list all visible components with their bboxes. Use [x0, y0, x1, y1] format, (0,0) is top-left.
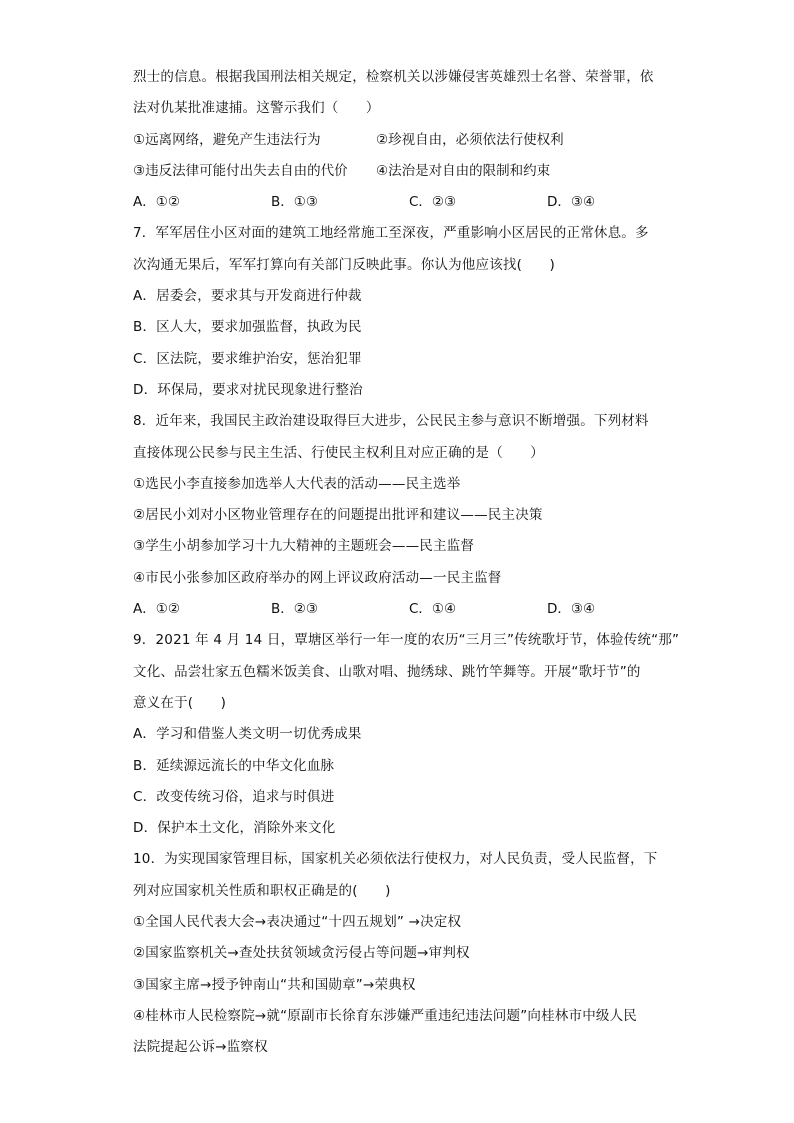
q6-item-2: ②珍视自由，必须依法行使权利 [376, 131, 564, 148]
q9-choice-a: A．学习和借鉴人类文明一切优秀成果 [133, 726, 362, 743]
q7-stem-line-2: 次沟通无果后，军军打算向有关部门反映此事。你认为他应该找( ) [133, 256, 555, 273]
q8-item-1: ①选民小李直接参加选举人大代表的活动——民主选举 [133, 475, 461, 492]
q8-stem-line-1: 8．近年来，我国民主政治建设取得巨大进步，公民民主参与意识不断增强。下列材料 [133, 413, 649, 430]
q7-choice-d: D．环保局，要求对扰民现象进行整治 [133, 381, 363, 398]
q9-choice-c: C．改变传统习俗，追求与时俱进 [133, 788, 335, 805]
q8-choice-b: B．②③ [271, 601, 318, 618]
q7-choice-a: A．居委会，要求其与开发商进行仲裁 [133, 288, 362, 305]
q6-choice-d: D．③④ [547, 194, 596, 211]
q10-stem-line-2: 列对应国家机关性质和职权正确是的( ) [133, 882, 391, 899]
q6-choice-c: C．②③ [409, 194, 457, 211]
q8-item-4: ④市民小张参加区政府举办的网上评议政府活动—一民主监督 [133, 569, 502, 586]
q6-choice-b: B．①③ [271, 194, 318, 211]
q6-stem-line-2: 法对仇某批准逮捕。这警示我们（ ） [133, 100, 380, 117]
q10-item-2: ②国家监察机关→查处扶贫领域贪污侵占等问题→审判权 [133, 945, 470, 962]
q10-item-3: ③国家主席→授予钟南山“共和国勋章”→荣典权 [133, 976, 416, 993]
q8-choices [133, 594, 664, 625]
q9-choice-b: B．延续源远流长的中华文化血脉 [133, 757, 335, 774]
q8-stem-line-2: 直接体现公民参与民主生活、行使民主权利且对应正确的是（ ） [133, 444, 544, 461]
q6-stem-line-1: 烈士的信息。根据我国刑法相关规定，检察机关以涉嫌侵害英雄烈士名誉、荣誉罪，依 [133, 69, 654, 85]
q7-stem-line-1: 7．军军居住小区对面的建筑工地经常施工至深夜，严重影响小区居民的正常休息。多 [133, 225, 649, 242]
q7-choice-c: C．区法院，要求维护治安，惩治犯罪 [133, 350, 362, 367]
q6-choices [133, 187, 664, 218]
q6-item-1: ①远离网络，避免产生违法行为 [133, 131, 321, 148]
q9-stem-line-1: 9．2021 年 4 月 14 日，覃塘区举行一年一度的农历“三月三”传统歌圩节，体验传统“那” [133, 632, 680, 649]
q9-choice-d: D．保护本土文化，消除外来文化 [133, 820, 336, 837]
q9-stem-line-3: 意义在于( ) [133, 694, 227, 711]
q8-item-3: ③学生小胡参加学习十九大精神的主题班会——民主监督 [133, 538, 475, 555]
q6-choice-a: A．①② [133, 194, 180, 211]
q8-choice-d: D．③④ [547, 601, 596, 618]
q10-stem-line-1: 10．为实现国家管理目标，国家机关必须依法行使权力，对人民负责，受人民监督，下 [133, 851, 658, 868]
q6-item-3: ③违反法律可能付出失去自由的代价 [133, 162, 348, 179]
q7-choice-b: B．区人大，要求加强监督，执政为民 [133, 319, 362, 336]
q10-item-1: ①全国人民代表大会→表决通过“十四五规划” →决定权 [133, 914, 462, 931]
q9-stem-line-2: 文化、品尝壮家五色糯米饭美食、山歌对唱、抛绣球、跳竹竿舞等。开展“歌圩节”的 [133, 663, 641, 680]
q6-items-row-2 [133, 156, 664, 187]
q8-choice-a: A．①② [133, 601, 180, 618]
q6-item-4: ④法治是对自由的限制和约束 [376, 162, 551, 179]
q8-choice-c: C．①④ [409, 601, 457, 618]
q10-item-4-line-2: 法院提起公诉→监察权 [133, 1039, 268, 1056]
q6-items-row-1 [133, 125, 664, 156]
q8-item-2: ②居民小刘对小区物业管理存在的问题提出批评和建议——民主决策 [133, 507, 543, 524]
q10-item-4-line-1: ④桂林市人民检察院→就“原副市长徐育东涉嫌严重违纪违法问题”向桂林市中级人民 [133, 1007, 638, 1024]
